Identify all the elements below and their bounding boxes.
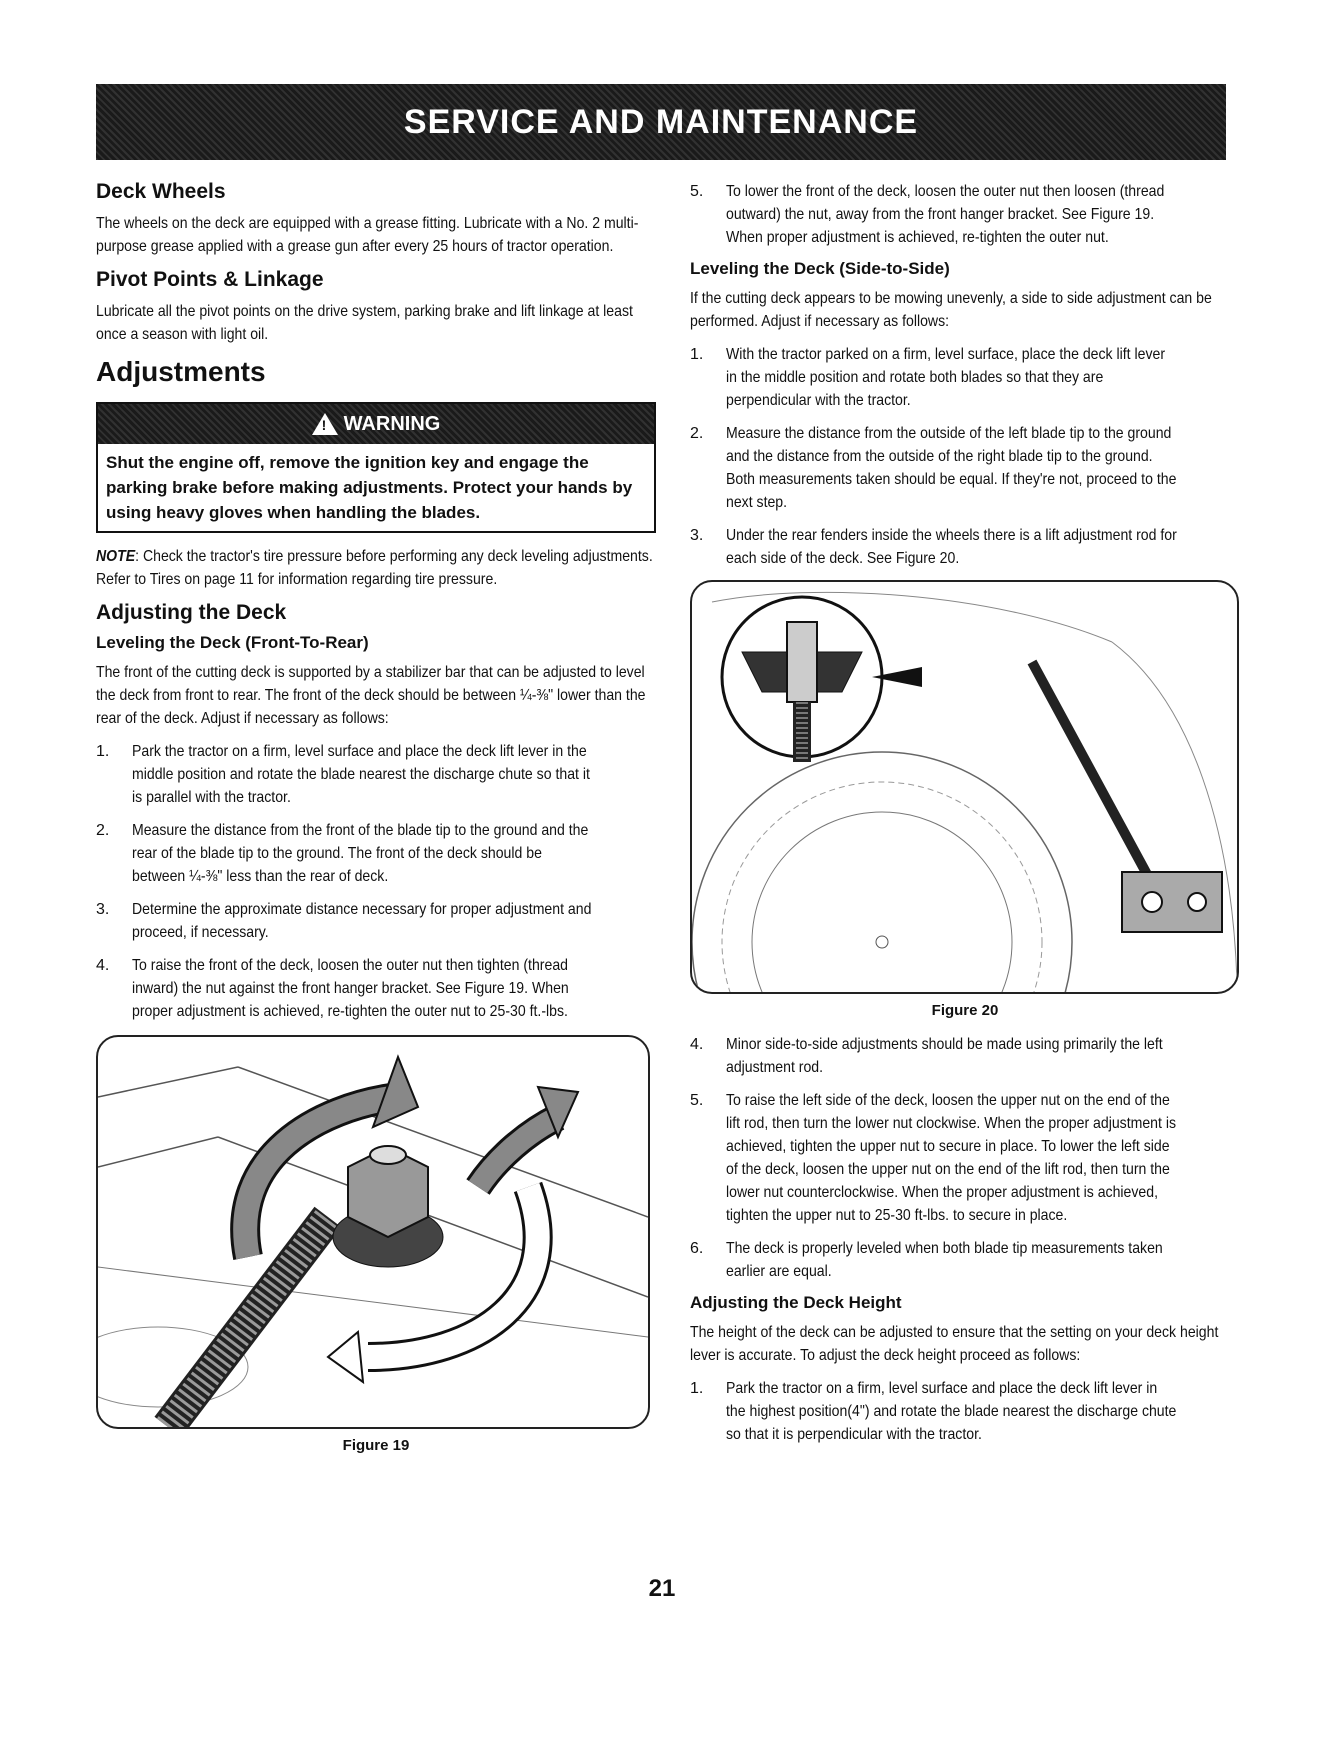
note-text: : Check the tractor's tire pressure before performing any deck leveling adjustments. Refer to Tires on page 11 for information regarding tire pressure. — [96, 548, 653, 588]
list-item — [690, 1033, 1240, 1079]
step-text: With the tractor parked on a firm, level surface, place the deck lift lever in the middle position and rotate both blades so that they are perpendicular with the tractor. — [726, 346, 1166, 409]
step-text: Measure the distance from the front of the blade tip to the ground and the rear of the blade tip to the ground. The front of the deck should be between ¼-⅜" less than the rear of deck. — [132, 822, 589, 885]
step-text: To lower the front of the deck, loosen the outer nut then loosen (thread outward) the nut, away from the front hanger bracket. See Figure 19. When proper adjustment is achieved, re-tighten the outer nut. — [726, 183, 1165, 246]
step-number: 5. — [690, 183, 704, 200]
lift-rod-illustration — [692, 582, 1237, 992]
step-text: To raise the left side of the deck, loosen the upper nut on the end of the lift rod, then turn the lower nut clockwise. When the proper adjustment is achieved, tighten the upper nut to secure in place. To lower the left side of the deck, loosen the upper nut on the end of the lift rod, then turn the lower nut counterclockwise. When the proper adjustment is achieved, tighten the upper nut to 25-30 ft-lbs. to secure in place. — [726, 1092, 1176, 1224]
step-number: 5. — [690, 1092, 704, 1109]
step-number: 6. — [690, 1240, 704, 1257]
warning-header — [98, 404, 654, 444]
page-title: SERVICE AND MAINTENANCE — [403, 102, 919, 141]
list-item — [96, 898, 656, 944]
adjusting-deck-heading: Adjusting the Deck — [96, 601, 287, 624]
figure-19-caption: Figure 19 — [342, 1437, 410, 1454]
front-rear-heading: Leveling the Deck (Front-To-Rear) — [96, 633, 369, 652]
list-item — [96, 954, 656, 1023]
list-item — [690, 1237, 1240, 1283]
warning-text: Shut the engine off, remove the ignition key and engage the parking brake before making adjustments. Protect your hands by using heavy gloves when handling the blades. — [106, 453, 633, 522]
side-side-steps-continued — [690, 1033, 1240, 1283]
step-text: Minor side-to-side adjustments should be made using primarily the left adjustment rod. — [726, 1036, 1163, 1076]
step-number: 1. — [96, 743, 110, 760]
list-item — [690, 343, 1240, 412]
deck-wheels-text: The wheels on the deck are equipped with a grease fitting. Lubricate with a No. 2 multi-purpose grease applied with a grease gun after every 25 hours of tractor operation. — [96, 215, 639, 255]
figure-19-illustration — [96, 1035, 650, 1429]
deck-wheels-heading: Deck Wheels — [96, 180, 226, 203]
note-paragraph — [96, 545, 658, 591]
list-item — [690, 422, 1240, 514]
step-number: 1. — [690, 1380, 704, 1397]
step-text: Measure the distance from the outside of the left blade tip to the ground and the distance from the outside of the right blade tip to the ground. Both measurements taken should be equal. If they're not, proceed to the next step. — [726, 425, 1177, 511]
step-text: Under the rear fenders inside the wheels there is a lift adjustment rod for each side of the deck. See Figure 20. — [726, 527, 1177, 567]
step-text: Park the tractor on a firm, level surface and place the deck lift lever in the middle position and rotate the blade nearest the discharge chute so that it is parallel with the tractor. — [132, 743, 590, 806]
step-text: To raise the front of the deck, loosen the outer nut then tighten (thread inward) the nut against the front hanger bracket. See Figure 19. When proper adjustment is achieved, re-tighten the outer nut to 25-30 ft.-lbs. — [132, 957, 569, 1020]
front-rear-intro: The front of the cutting deck is supported by a stabilizer bar that can be adjusted to level the deck from front to rear. The front of the deck should be between ¼-⅜" lower than the rear of the deck. Adjust if necessary as follows: — [96, 664, 646, 727]
side-side-steps — [690, 343, 1240, 570]
deck-height-steps — [690, 1377, 1240, 1446]
step-number: 1. — [690, 346, 704, 363]
figure-20-illustration — [690, 580, 1239, 994]
step-text: The deck is properly leveled when both blade tip measurements taken earlier are equal. — [726, 1240, 1163, 1280]
warning-triangle-icon: ! — [312, 413, 338, 435]
side-side-intro: If the cutting deck appears to be mowing unevenly, a side to side adjustment can be performed. Adjust if necessary as follows: — [690, 290, 1212, 330]
adjustments-heading: Adjustments — [96, 356, 266, 387]
pivot-text: Lubricate all the pivot points on the drive system, parking brake and lift linkage at least once a season with light oil. — [96, 303, 633, 343]
list-item — [96, 740, 656, 809]
pivot-heading: Pivot Points & Linkage — [96, 268, 324, 291]
figure-20-caption: Figure 20 — [931, 1002, 999, 1019]
side-side-heading: Leveling the Deck (Side-to-Side) — [690, 259, 950, 278]
left-column — [96, 180, 656, 1454]
step-number: 3. — [690, 527, 704, 544]
note-label: NOTE — [96, 548, 136, 565]
warning-box — [96, 402, 656, 533]
front-rear-steps-continued — [690, 180, 1240, 249]
step-number: 2. — [96, 822, 110, 839]
deck-height-intro: The height of the deck can be adjusted to ensure that the setting on your deck height lever is accurate. To adjust the deck height proceed as follows: — [690, 1324, 1219, 1364]
step-number: 4. — [96, 957, 110, 974]
nut-adjustment-illustration — [98, 1037, 648, 1427]
list-item — [690, 524, 1240, 570]
step-text: Determine the approximate distance necessary for proper adjustment and proceed, if necessary. — [132, 901, 592, 941]
front-rear-steps — [96, 740, 656, 1023]
right-column — [690, 180, 1240, 1456]
list-item — [96, 819, 656, 888]
page-number: 21 — [648, 1575, 676, 1602]
warning-label: WARNING — [343, 412, 441, 435]
step-number: 2. — [690, 425, 704, 442]
list-item — [690, 1377, 1240, 1446]
section-banner — [96, 84, 1226, 160]
list-item — [690, 1089, 1240, 1227]
step-number: 3. — [96, 901, 110, 918]
step-text: Park the tractor on a firm, level surface and place the deck lift lever in the highest position(4") and rotate the blade nearest the discharge chute so that it is perpendicular with the tractor. — [726, 1380, 1177, 1443]
step-number: 4. — [690, 1036, 704, 1053]
list-item — [690, 180, 1240, 249]
deck-height-heading: Adjusting the Deck Height — [690, 1293, 902, 1312]
